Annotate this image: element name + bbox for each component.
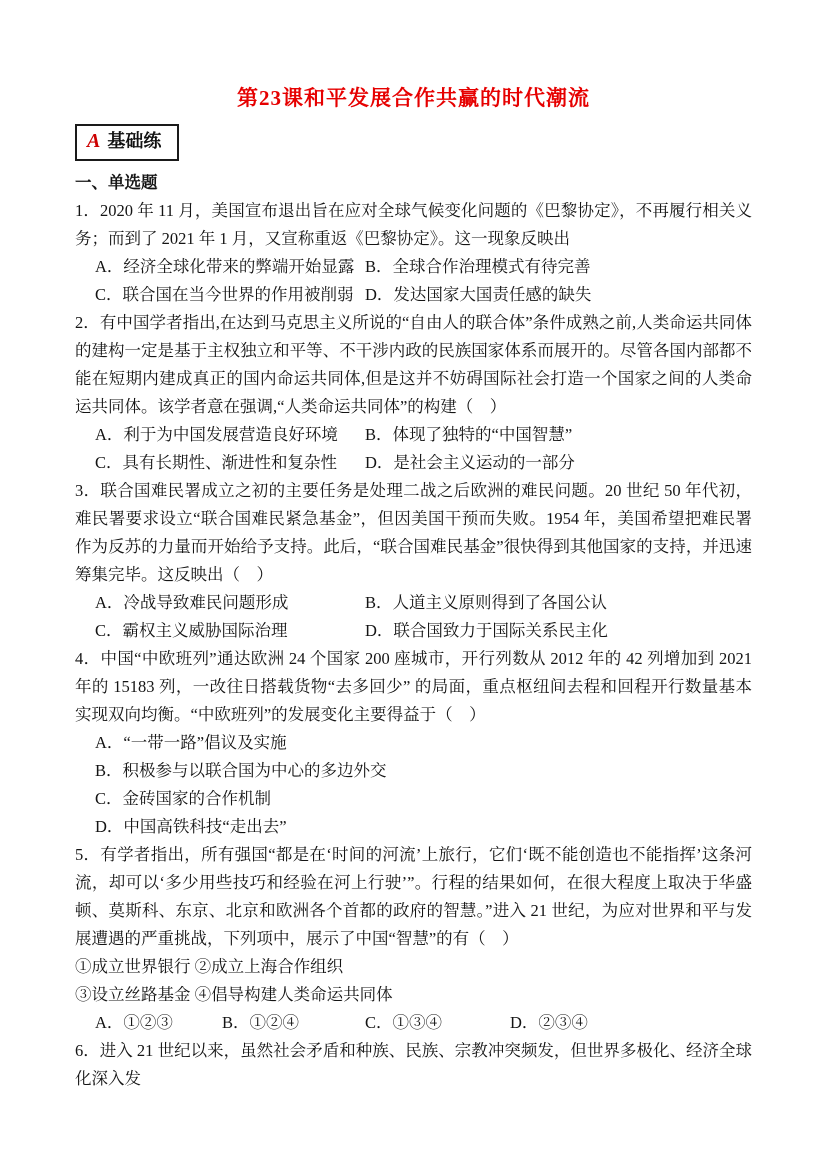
question-3-option-row-ab	[75, 589, 752, 617]
question-5-stem: 5．有学者指出，所有强国“都是在‘时间的河流’上旅行，它们‘既不能创造也不能指挥’这条河流，却可以‘多少用些技巧和经验在河上行驶’”。行程的结果如何，在很大程度上取决于华盛顿、莫斯科、东京、北京和欧洲各个首都的政府的智慧。”进入 21 世纪，为应对世界和平与发展遭遇的严重挑战，下列项中，展示了中国“智慧”的有（ ）	[75, 845, 752, 948]
question-5-option-c: C．①③④	[365, 1013, 443, 1032]
question-2-option-a: A．利于为中国发展营造良好环境	[95, 425, 338, 444]
question-5-option-b: B．①②④	[222, 1013, 300, 1032]
question-4-option-d: D．中国高铁科技“走出去”	[95, 817, 287, 836]
question-3-option-row-cd	[75, 617, 752, 645]
section-heading: 一、单选题	[75, 173, 158, 192]
question-4-stem: 4．中国“中欧班列”通达欧洲 24 个国家 200 座城市，开行列数从 2012 年的 42 列增加到 2021 年的 15183 列，一改往日搭载货物“去多回少” 的局面，重点枢纽间去程和回程开行数量基本实现双向均衡。“中欧班列”的发展变化主要得益于（ ）	[75, 649, 752, 724]
question-2-option-b: B．体现了独特的“中国智慧”	[365, 425, 573, 444]
question-2-option-row-ab	[75, 421, 752, 449]
question-1-option-row-cd	[75, 281, 752, 309]
question-4-option-c: C．金砖国家的合作机制	[95, 789, 272, 808]
question-1-option-b: B．全球合作治理模式有待完善	[365, 257, 591, 276]
question-1-option-row-ab	[75, 253, 752, 281]
question-4-option-b: B．积极参与以联合国为中心的多边外交	[95, 761, 387, 780]
question-2	[75, 309, 752, 477]
question-3-option-a: A．冷战导致难民问题形成	[95, 593, 289, 612]
question-3-option-c: C．霸权主义威胁国际治理	[95, 621, 288, 640]
question-6-stem: 6．进入 21 世纪以来，虽然社会矛盾和种族、民族、宗教冲突频发，但世界多极化、经济全球化深入发	[75, 1041, 752, 1088]
badge-label: 基础练	[107, 131, 162, 151]
question-5-option-a: A．①②③	[95, 1013, 173, 1032]
document-title: 第23课和平发展合作共赢的时代潮流	[237, 86, 590, 110]
question-2-option-row-cd	[75, 449, 752, 477]
question-2-option-d: D．是社会主义运动的一部分	[365, 453, 575, 472]
section-a-badge	[75, 124, 179, 161]
question-5	[75, 841, 752, 1037]
question-1	[75, 197, 752, 309]
question-5-option-row	[75, 1009, 752, 1037]
question-3-stem: 3．联合国难民署成立之初的主要任务是处理二战之后欧洲的难民问题。20 世纪 50 年代初，难民署要求设立“联合国难民紧急基金”，但因美国干预而失败。1954 年，美国希望把难民署作为反苏的力量而开始给予支持。此后，“联合国难民基金”很快得到其他国家的支持，并迅速筹集完毕。这反映出（ ）	[75, 481, 752, 584]
question-5-option-d: D．②③④	[510, 1013, 588, 1032]
question-3-option-d: D．联合国致力于国际关系民主化	[365, 621, 608, 640]
question-1-option-a: A．经济全球化带来的弊端开始显露	[95, 257, 355, 276]
question-2-option-c: C．具有长期性、渐进性和复杂性	[95, 453, 338, 472]
question-1-option-c: C．联合国在当今世界的作用被削弱	[95, 285, 354, 304]
question-3	[75, 477, 752, 645]
question-5-subitems-1: ①成立世界银行 ②成立上海合作组织	[75, 957, 344, 976]
question-1-stem: 1．2020 年 11 月，美国宣布退出旨在应对全球气候变化问题的《巴黎协定》，不再履行相关义务；而到了 2021 年 1 月，又宣称重返《巴黎协定》。这一现象反映出	[75, 201, 752, 248]
question-3-option-b: B．人道主义原则得到了各国公认	[365, 593, 608, 612]
question-2-stem: 2．有中国学者指出,在达到马克思主义所说的“自由人的联合体”条件成熟之前,人类命运共同体的建构一定是基于主权独立和平等、不干涉内政的民族国家体系而展开的。尽管各国内部都不能在短期内建成真正的国内命运共同体,但是这并不妨碍国际社会打造一个国家之间的人类命运共同体。该学者意在强调,“人类命运共同体”的构建（ ）	[75, 313, 752, 416]
question-4-option-a: A．“一带一路”倡议及实施	[95, 733, 287, 752]
question-1-option-d: D．发达国家大国责任感的缺失	[365, 285, 592, 304]
question-5-subitems-2: ③设立丝路基金 ④倡导构建人类命运共同体	[75, 985, 393, 1004]
badge-letter: A	[87, 130, 101, 152]
question-4	[75, 645, 752, 841]
question-6	[75, 1037, 752, 1093]
